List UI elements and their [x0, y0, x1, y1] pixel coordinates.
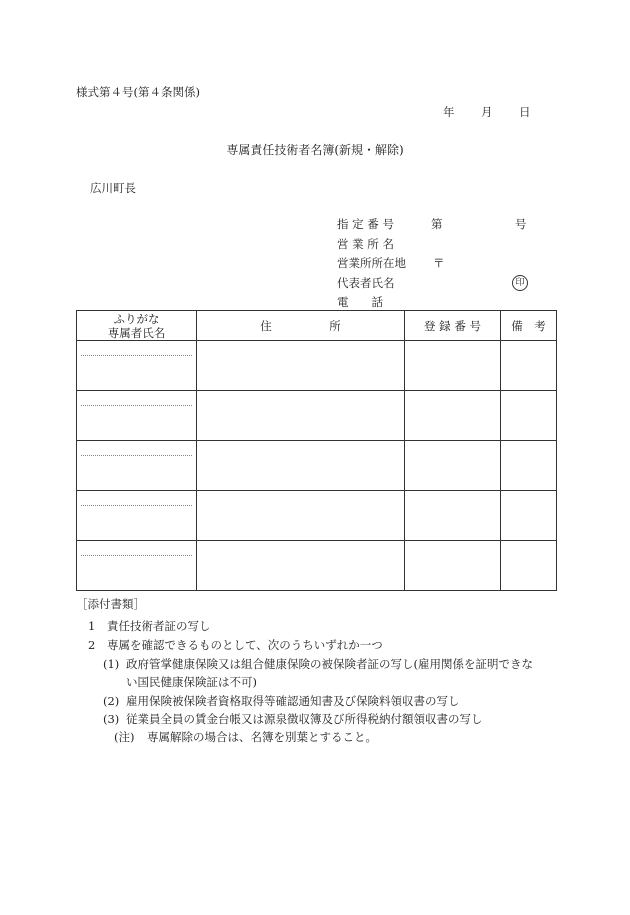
table-row [77, 441, 557, 491]
attachment-subitem-3 [103, 711, 483, 727]
address-cell[interactable] [197, 391, 405, 441]
seal-mark: 印 [512, 275, 528, 291]
furigana-divider [81, 355, 192, 356]
attachment-subitem-1 [103, 656, 533, 672]
remarks-cell[interactable] [501, 541, 557, 591]
phone-row [337, 292, 432, 312]
designation-go: 号 [515, 217, 527, 231]
registration-cell[interactable] [405, 541, 501, 591]
representative-label: 代表者氏名 [337, 276, 395, 290]
attachment-item-2 [88, 637, 383, 653]
phone-label: 電 話 [337, 295, 383, 309]
item-number: 2 [88, 638, 96, 652]
roster-table [76, 310, 557, 591]
business-address-label: 営業所所在地 [337, 256, 406, 270]
name-cell[interactable] [77, 541, 197, 591]
subitem-number: (2) [103, 694, 120, 708]
name-cell[interactable] [77, 441, 197, 491]
furigana-divider [81, 405, 192, 406]
table-row [77, 541, 557, 591]
designation-number-label: 指 定 番 号 [337, 217, 394, 231]
attachment-item-1 [88, 618, 211, 634]
business-name-row [337, 234, 432, 254]
attachment-subitem-2 [103, 693, 460, 709]
registration-cell[interactable] [405, 441, 501, 491]
remarks-cell[interactable] [501, 491, 557, 541]
note-text: 専属解除の場合は、名簿を別葉とすること。 [147, 730, 377, 744]
date-month: 月 [481, 105, 493, 119]
table-row [77, 491, 557, 541]
form-number: 様式第４号(第４条関係) [76, 85, 200, 99]
address-cell[interactable] [197, 441, 405, 491]
table-header-row [77, 311, 557, 341]
business-address-row [337, 253, 445, 273]
date-day: 日 [519, 105, 531, 119]
header-furigana: ふりがな [113, 311, 160, 326]
postal-mark: 〒 [433, 256, 445, 270]
designation-dai: 第 [431, 217, 443, 231]
table-row [77, 391, 557, 441]
remarks-cell[interactable] [501, 391, 557, 441]
header-registration: 登 録 番 号 [405, 311, 501, 341]
registration-cell[interactable] [405, 341, 501, 391]
furigana-divider [81, 455, 192, 456]
header-remarks: 備 考 [501, 311, 557, 341]
document-title: 専属責任技術者名簿(新規・解除) [226, 143, 404, 157]
subitem-text: 雇用保険被保険者資格取得等確認通知書及び保険料領収書の写し [126, 694, 460, 708]
note [114, 729, 377, 745]
remarks-cell[interactable] [501, 341, 557, 391]
attachments-heading: ［添付書類］ [76, 597, 145, 611]
name-cell[interactable] [77, 491, 197, 541]
furigana-divider [81, 505, 192, 506]
header-name-label: 専属者氏名 [107, 325, 166, 340]
date-line [443, 104, 531, 120]
address-cell[interactable] [197, 491, 405, 541]
remarks-cell[interactable] [501, 441, 557, 491]
representative-row [337, 273, 525, 293]
date-year: 年 [443, 105, 455, 119]
subitem-number: (1) [103, 657, 120, 671]
subitem-text: 従業員全員の賃金台帳又は源泉徴収簿及び所得税納付額領収書の写し [126, 712, 483, 726]
item-text: 専属を確認できるものとして、次のうちいずれか一つ [107, 638, 383, 652]
header-name [77, 311, 197, 341]
attachment-subitem-1-continued: い国民健康保険証は不可) [126, 675, 257, 689]
address-cell[interactable] [197, 541, 405, 591]
address-cell[interactable] [197, 341, 405, 391]
business-name-label: 営 業 所 名 [337, 237, 394, 251]
item-number: 1 [88, 619, 96, 633]
name-cell[interactable] [77, 341, 197, 391]
registration-cell[interactable] [405, 391, 501, 441]
note-label: (注) [114, 730, 135, 744]
subitem-text: 政府管掌健康保険又は組合健康保険の被保険者証の写し(雇用関係を証明できな [126, 657, 533, 671]
designation-number-row [337, 214, 527, 234]
subitem-number: (3) [103, 712, 120, 726]
item-text: 責任技術者証の写し [107, 619, 211, 633]
addressee: 広川町長 [90, 181, 136, 195]
name-cell[interactable] [77, 391, 197, 441]
header-address: 住 所 [197, 311, 405, 341]
table-row [77, 341, 557, 391]
registration-cell[interactable] [405, 491, 501, 541]
furigana-divider [81, 555, 192, 556]
